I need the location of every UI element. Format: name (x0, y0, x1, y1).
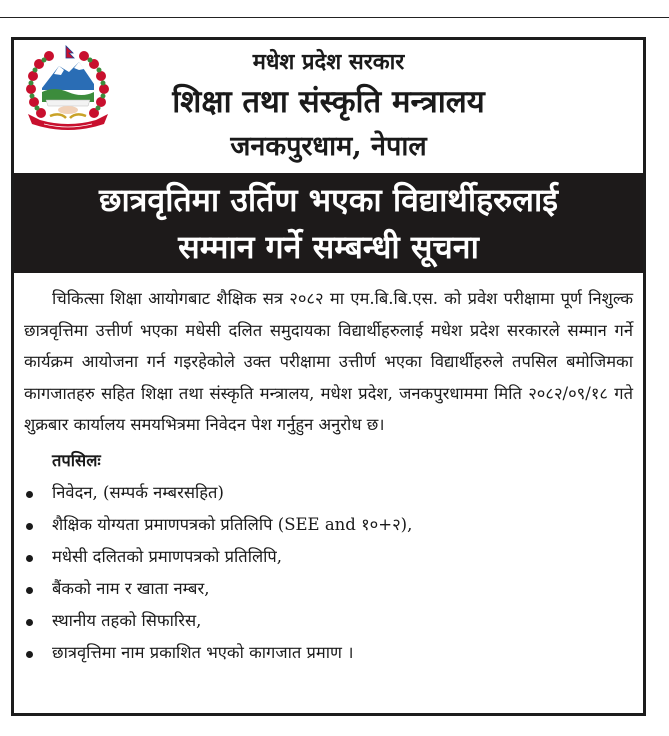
bullet-icon (26, 555, 33, 562)
list-item (24, 509, 633, 541)
bullet-icon (26, 491, 33, 498)
list-item-text: छात्रवृत्तिमा नाम प्रकाशित भएको कागजात प्रमाण । (52, 642, 354, 662)
notice-body (14, 283, 643, 669)
ministry-name: शिक्षा तथा संस्कृति मन्त्रालय (172, 84, 485, 120)
list-item (24, 541, 633, 573)
notice-header (14, 40, 643, 172)
list-item-text: मधेसी दलितको प्रमाणपत्रको प्रतिलिपि, (52, 546, 283, 566)
list-item-text: शैक्षिक योग्यता प्रमाणपत्रको प्रतिलिपि (SEE and १०+२), (52, 514, 413, 534)
ministry-location: जनकपुरधाम, नेपाल (230, 131, 427, 162)
bullet-icon (26, 619, 33, 626)
list-item-text: स्थानीय तहको सिफारिस, (52, 610, 202, 630)
list-item-text: बैंकको नाम र खाता नम्बर, (52, 578, 210, 598)
list-item (24, 637, 633, 669)
bullet-icon (26, 587, 33, 594)
notice-title-banner (14, 173, 643, 273)
notice-box (11, 37, 646, 716)
bullet-icon (26, 523, 33, 530)
notice-title-line2: सम्मान गर्ने सम्बन्धी सूचना (178, 228, 479, 266)
list-item-text: निवेदन, (सम्पर्क नम्बरसहित) (52, 482, 224, 502)
government-name: मधेश प्रदेश सरकार (252, 49, 405, 75)
bullet-icon (26, 651, 33, 658)
list-item (24, 573, 633, 605)
list-heading: तपसिलः (52, 450, 101, 470)
notice-paragraph: चिकित्सा शिक्षा आयोगबाट शैक्षिक सत्र २०८२ मा एम.बि.बि.एस. को प्रवेश परीक्षामा पूर्ण निशुल्क छात्रवृत्तिमा उत्तीर्ण भएका मधेसी दलित समुदायका विद्यार्थीहरुलाई मधेश प्रदेश सरकारले सम्मान गर्ने कार्यक्रम आयोजना गर्न गइरहेकोले उक्त परीक्षामा उत्तीर्ण भएका विद्यार्थीहरुले तपसिल बमोजिमका कागजातहरु सहित शिक्षा तथा संस्कृति मन्त्रालय, मधेश प्रदेश, जनकपुरधाममा मिति २०८२/०९/१८ गते शुक्रबार कार्यालय समयभित्रमा निवेदन पेश गर्नुहुन अनुरोध छ। (24, 289, 633, 434)
list-item (24, 605, 633, 637)
document-list (24, 477, 633, 669)
notice-title-line1: छात्रवृतिमा उर्तिण भएका विद्यार्थीहरुलाई (99, 181, 558, 219)
list-item (24, 477, 633, 509)
top-rule (0, 17, 669, 18)
